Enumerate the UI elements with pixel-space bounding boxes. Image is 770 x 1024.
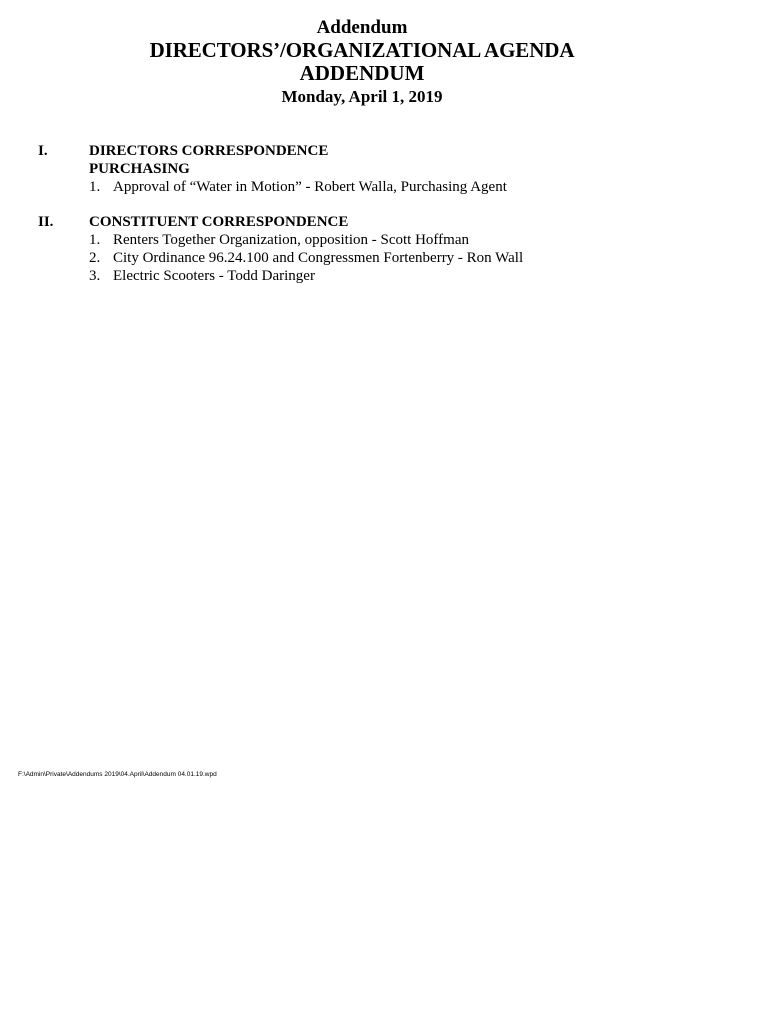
file-path-footer: F:\Admin\Private\Addendums 2019\04.April\Addendum 04.01.19.wpd xyxy=(18,771,217,778)
list-item-text: Renters Together Organization, opposition - Scott Hoffman xyxy=(113,232,469,248)
page-title: DIRECTORS’/ORGANIZATIONAL AGENDA xyxy=(149,38,575,62)
list-item xyxy=(89,250,523,267)
list-item xyxy=(89,232,469,249)
header-addendum-heading: ADDENDUM xyxy=(299,61,425,85)
list-item-text: Approval of “Water in Motion” - Robert Walla, Purchasing Agent xyxy=(113,179,507,195)
list-item-number: 1. xyxy=(89,232,101,248)
list-item xyxy=(89,179,507,196)
header-addendum-label: Addendum xyxy=(316,17,408,38)
section-numeral: I. xyxy=(38,143,48,159)
section-heading: DIRECTORS CORRESPONDENCE xyxy=(89,143,329,159)
list-item-text: City Ordinance 96.24.100 and Congressmen Fortenberry - Ron Wall xyxy=(113,250,524,266)
list-item-text: Electric Scooters - Todd Daringer xyxy=(113,268,315,284)
section-subheading: PURCHASING xyxy=(89,161,190,177)
list-item xyxy=(89,268,315,285)
list-item-number: 2. xyxy=(89,250,101,266)
section-numeral: II. xyxy=(38,214,54,230)
section-heading: CONSTITUENT CORRESPONDENCE xyxy=(89,214,349,230)
meeting-date: Monday, April 1, 2019 xyxy=(281,87,443,106)
list-item-number: 1. xyxy=(89,179,101,195)
list-item-number: 3. xyxy=(89,268,101,284)
